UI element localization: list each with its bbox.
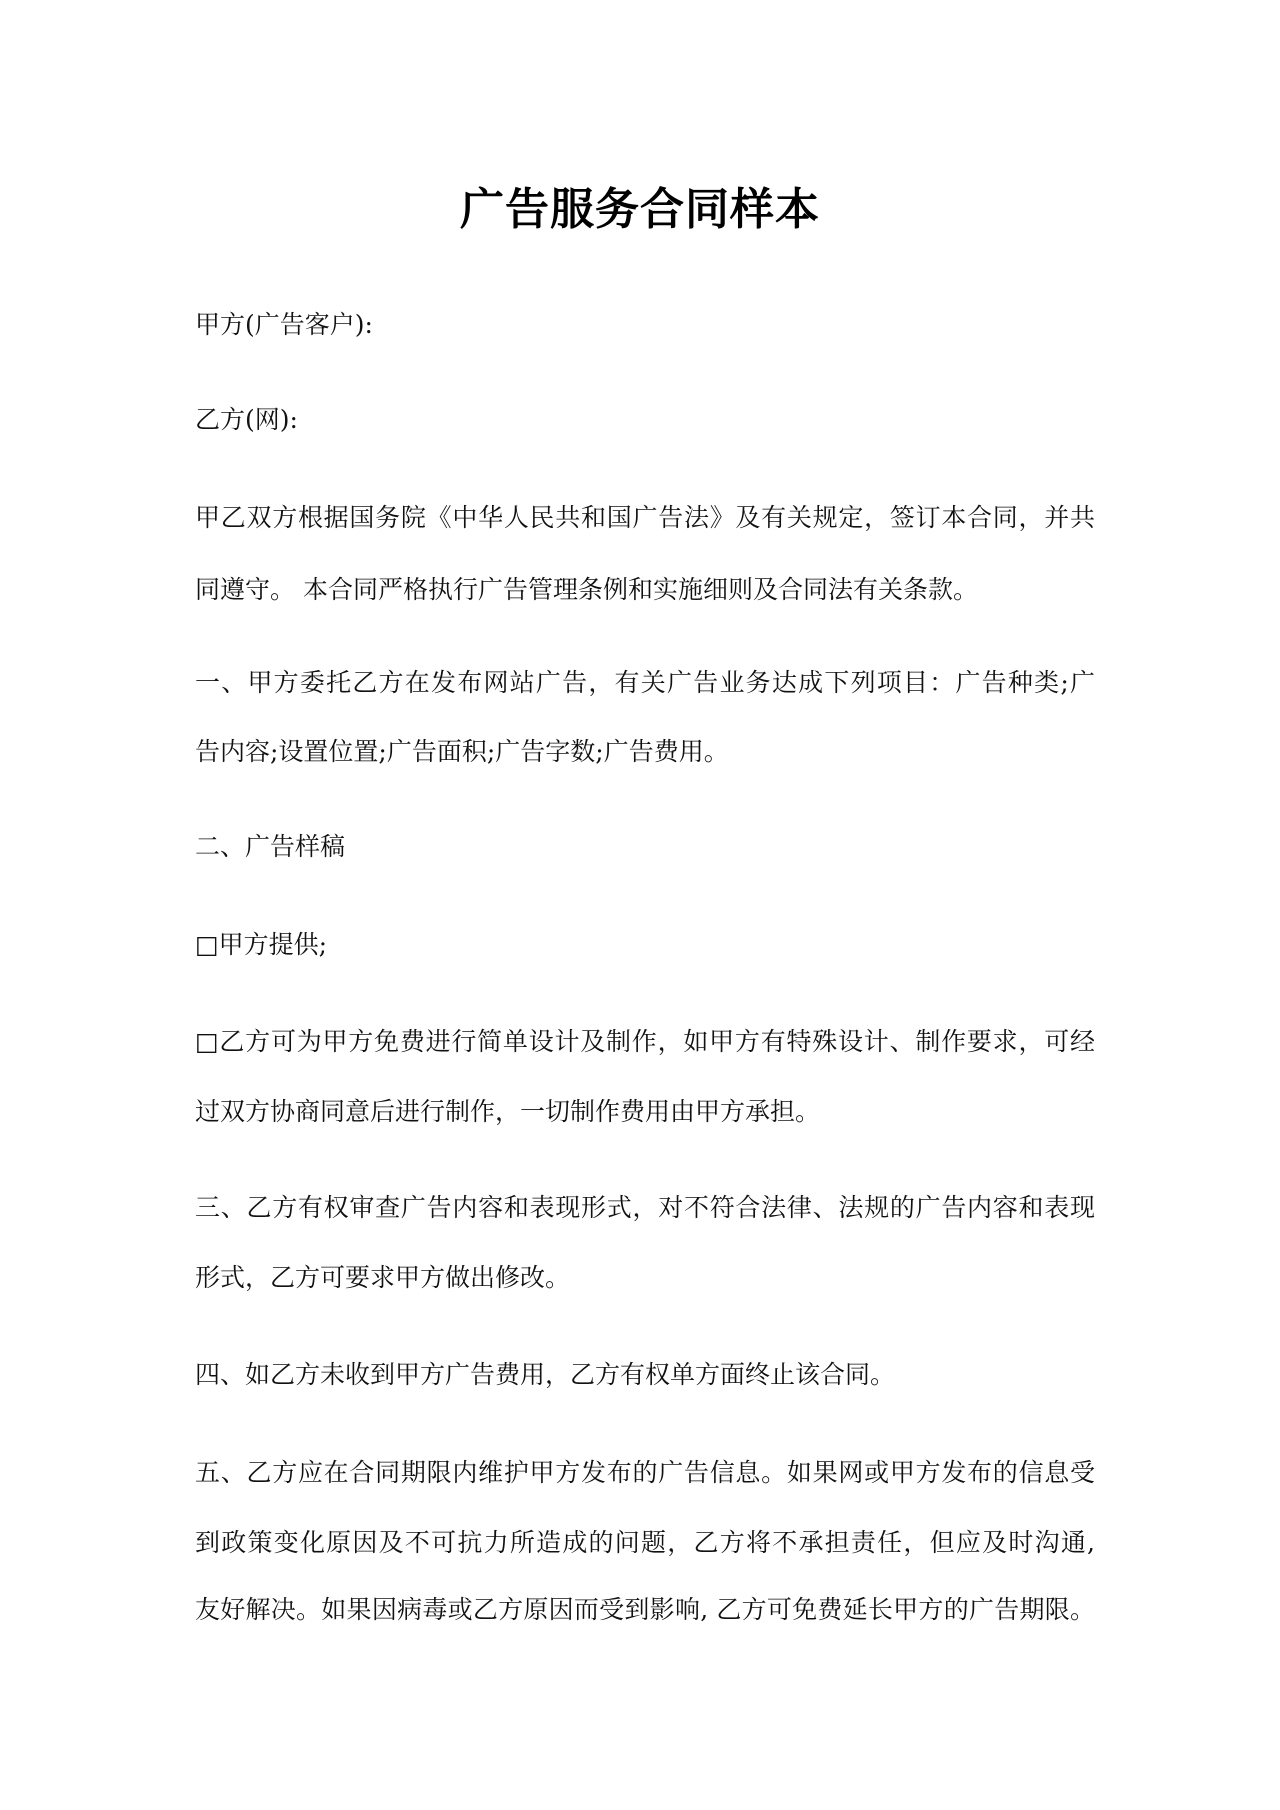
clause-3-line-1: 三、乙方有权审查广告内容和表现形式，对不符合法律、法规的广告内容和表现 (195, 1193, 1095, 1222)
clause-3-line-2: 形式，乙方可要求甲方做出修改。 (195, 1263, 571, 1292)
clause-4-line-1: 四、如乙方未收到甲方广告费用，乙方有权单方面终止该合同。 (195, 1360, 896, 1389)
clause-5-line-1: 五、乙方应在合同期限内维护甲方发布的广告信息。如果网或甲方发布的信息受 (195, 1458, 1095, 1487)
clause-2-option-party-b-line-2: 过双方协商同意后进行制作，一切制作费用由甲方承担。 (195, 1097, 821, 1126)
preamble-line-1: 甲乙双方根据国务院《中华人民共和国广告法》及有关规定，签订本合同，并共 (195, 503, 1095, 532)
clause-5-line-3: 友好解决。如果因病毒或乙方原因而受到影响, 乙方可免费延长甲方的广告期限。 (195, 1595, 1095, 1624)
clause-1-line-2: 告内容;设置位置;广告面积;广告字数;广告费用。 (195, 737, 729, 766)
clause-1-line-1: 一、甲方委托乙方在发布网站广告，有关广告业务达成下列项目：广告种类;广 (195, 668, 1095, 697)
document-title: 广告服务合同样本 (460, 184, 820, 235)
party-b-label: 乙方(网): (195, 405, 298, 434)
clause-2-heading: 二、广告样稿 (195, 832, 346, 861)
clause-2-option-party-a: □甲方提供; (195, 930, 328, 959)
clause-5-line-2: 到政策变化原因及不可抗力所造成的问题，乙方将不承担责任，但应及时沟通, (195, 1528, 1095, 1557)
party-a-label: 甲方(广告客户): (195, 310, 373, 339)
clause-2-option-party-b-line-1: □乙方可为甲方免费进行简单设计及制作，如甲方有特殊设计、制作要求，可经 (195, 1027, 1095, 1056)
preamble-line-2: 同遵守。 本合同严格执行广告管理条例和实施细则及合同法有关条款。 (195, 575, 978, 604)
